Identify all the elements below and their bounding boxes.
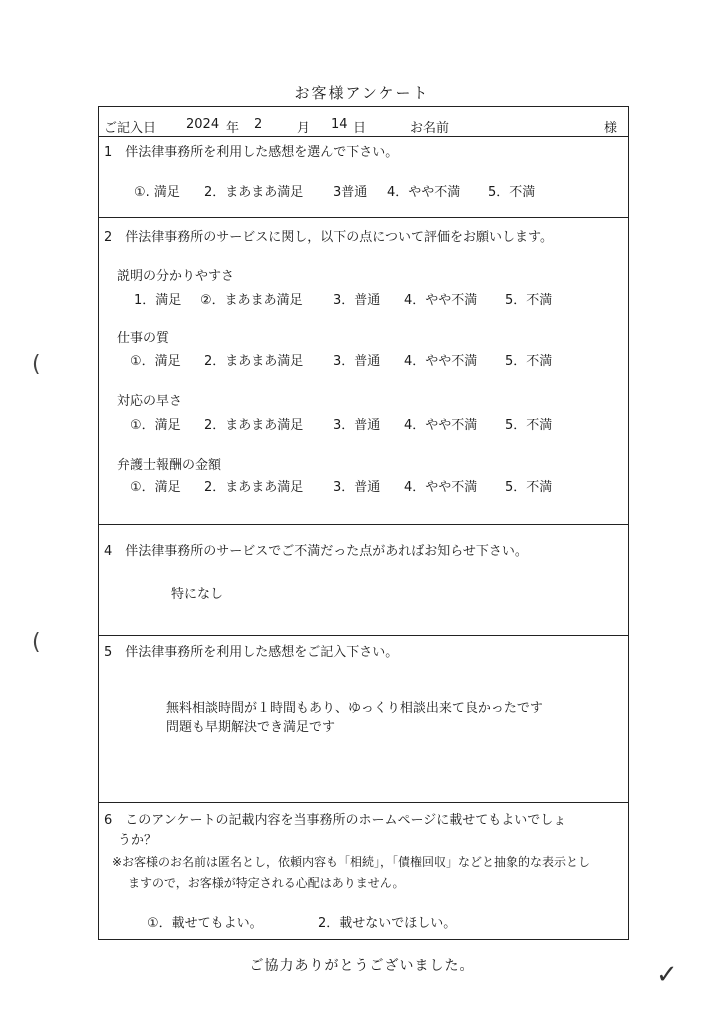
q2-item-option-2: 2．まあまあ満足 <box>204 418 304 433</box>
date-month: 2 <box>254 117 263 132</box>
divider-q5 <box>98 802 629 803</box>
q2-item-option-1: ①．満足 <box>130 418 181 433</box>
q4-question: 4 伴法律事務所のサービスでご不満だった点があればお知らせ下さい。 <box>104 544 528 559</box>
q2-question: 2 伴法律事務所のサービスに関し，以下の点について評価をお願いします。 <box>104 230 553 245</box>
q2-item-label: 対応の早さ <box>117 394 183 409</box>
punch-hole-mark: ( <box>32 630 41 655</box>
q2-item-option-1: ①．満足 <box>130 480 181 495</box>
q2-item-option-3: 3．普通 <box>333 480 381 495</box>
name-label: お名前 <box>410 121 450 136</box>
date-year-unit: 年 <box>226 121 240 136</box>
q2-item-option-2: ②．まあまあ満足 <box>200 293 303 308</box>
q6-note-line1: ※お客様のお名前は匿名とし，依頼内容も「相続」，「債権回収」などと抽象的な表示とし <box>112 855 591 869</box>
date-label: ご記入日 <box>104 121 157 136</box>
q1-option-2: 2．まあまあ満足 <box>204 185 304 200</box>
honorific: 様 <box>604 121 618 136</box>
divider-header <box>98 136 629 137</box>
q2-item-option-1: ①．満足 <box>130 354 181 369</box>
q2-item-option-1: 1．満足 <box>134 293 182 308</box>
q5-question: 5 伴法律事務所を利用した感想をご記入下さい。 <box>104 645 399 660</box>
q2-item-label: 説明の分かりやすさ <box>117 269 235 284</box>
q2-item-option-3: 3．普通 <box>333 354 381 369</box>
q2-item-option-2: 2．まあまあ満足 <box>204 480 304 495</box>
q2-item-option-5: 5．不満 <box>505 354 553 369</box>
punch-hole-mark: ( <box>32 352 41 377</box>
q2-item-option-4: 4．やや不満 <box>404 293 478 308</box>
date-day: 14 <box>331 117 348 132</box>
q2-item-option-5: 5．不満 <box>505 480 553 495</box>
q6-question-line2: うか？ <box>118 833 158 848</box>
date-month-unit: 月 <box>297 121 311 136</box>
survey-title: お客様アンケート <box>294 84 430 102</box>
divider-q1 <box>98 217 629 218</box>
q6-note-line2: ますので，お客様が特定される心配はありません。 <box>128 876 405 890</box>
q1-option-5: 5．不満 <box>488 185 536 200</box>
q2-item-option-5: 5．不満 <box>505 293 553 308</box>
q2-item-option-3: 3．普通 <box>333 418 381 433</box>
q1-option-3: 3普通 <box>333 185 368 200</box>
q5-answer-line2: 問題も早期解決でき満足です <box>166 720 336 735</box>
q2-item-option-2: 2．まあまあ満足 <box>204 354 304 369</box>
check-mark: ✓ <box>656 960 678 990</box>
q1-question: 1 伴法律事務所を利用した感想を選んで下さい。 <box>104 145 399 160</box>
divider-q4 <box>98 635 629 636</box>
q6-option-2: 2．載せないでほしい。 <box>318 916 457 931</box>
q5-answer-line1: 無料相談時間が１時間もあり、ゆっくり相談出来て良かったです <box>166 701 543 716</box>
q6-option-1: ①．載せてもよい。 <box>147 916 263 931</box>
q1-option-4: 4．やや不満 <box>387 185 461 200</box>
q1-option-1: ①. 満足 <box>134 185 180 200</box>
date-day-unit: 日 <box>353 121 367 136</box>
q2-item-option-5: 5．不満 <box>505 418 553 433</box>
footer-thanks: ご協力ありがとうございました。 <box>249 958 475 974</box>
q2-item-option-4: 4．やや不満 <box>404 354 478 369</box>
date-year: 2024 <box>186 117 220 132</box>
q2-item-option-4: 4．やや不満 <box>404 418 478 433</box>
q2-item-label: 弁護士報酬の金額 <box>117 458 222 473</box>
q6-question-line1: 6 このアンケートの記載内容を当事務所のホームページに載せてもよいでしょ <box>104 813 567 828</box>
q2-item-label: 仕事の質 <box>117 331 170 346</box>
divider-q2 <box>98 524 629 525</box>
q2-item-option-4: 4．やや不満 <box>404 480 478 495</box>
q4-answer: 特になし <box>171 587 224 602</box>
q2-item-option-3: 3．普通 <box>333 293 381 308</box>
